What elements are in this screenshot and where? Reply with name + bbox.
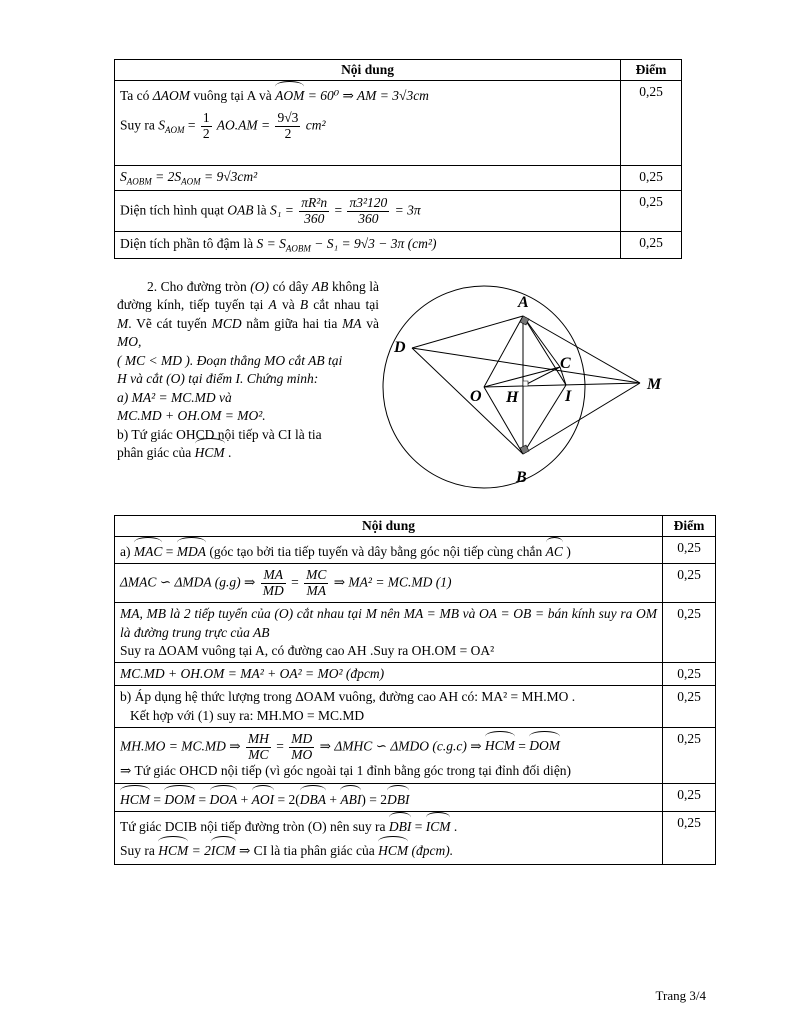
problem-intro: 2. Cho đường tròn (O) có dây AB không là đường kính, tiếp tuyến tại A và B cắt nhau tại M. Vẽ cát tuyến MCD nằm giữa hai tia MA và MO, — [117, 279, 379, 350]
segment-om — [484, 383, 640, 387]
segment-ac — [523, 316, 560, 367]
segment-ib — [523, 385, 566, 454]
segment-hc — [523, 367, 560, 386]
score-cell: 0,25 — [663, 686, 716, 727]
table-row: MC.MD + OH.OM = MA² + OA² = MO² (đpcm) 0,25 — [115, 663, 716, 686]
fraction: $\frac{9√3}{2}$ — [277, 110, 299, 142]
segment-oa — [484, 316, 523, 387]
fraction: $\frac{MH}{MC}$ — [247, 730, 269, 762]
label-m: M — [647, 376, 662, 393]
part-a-line1: a) MA² = MC.MD và — [117, 389, 232, 405]
answer-table-1 — [114, 59, 682, 259]
part-b-line2: phân giác của HCM . — [117, 444, 379, 462]
table-header — [115, 516, 716, 537]
header-score: Điểm — [663, 516, 716, 537]
fraction: $\frac{1}{2}$ — [202, 110, 210, 142]
fraction: $\frac{MC}{MA}$ — [306, 567, 327, 598]
header-score: Điểm — [621, 60, 682, 81]
fraction: $\frac{\text{πR²n}}{360}$ — [301, 194, 328, 226]
score-cell: 0,25 — [663, 537, 716, 564]
table-row: Diện tích hình quạt OAB là S₁ = $\frac{\text{πR²n}}{360}$ = $\frac{\text{π3²120}}{360}$ = 3π 0,25 — [115, 191, 682, 232]
header-content: Nội dung — [115, 60, 621, 81]
part-b-line1: b) Tứ giác OHCD nội tiếp và CI là tia — [117, 426, 322, 442]
label-c: C — [560, 355, 571, 372]
score-cell: 0,25 — [621, 166, 682, 191]
tangent-am — [523, 316, 640, 383]
table-row: HCM = DOM = DOA + AOI = 2(DBA + ABI) = 2DBI 0,25 — [115, 783, 716, 811]
answer-table-2 — [114, 515, 716, 865]
segment-da — [412, 316, 523, 348]
geometry-figure — [380, 284, 680, 489]
score-cell: 0,25 — [621, 81, 682, 166]
table-header — [115, 60, 682, 81]
score-cell: 0,25 — [663, 564, 716, 603]
row-line: Ta có ΔAOM vuông tại A và AOM = 60⁰ ⇒ AM = 3√3cm — [120, 87, 615, 105]
tangent-bm — [523, 383, 640, 454]
label-o: O — [470, 388, 482, 405]
table-row — [115, 81, 682, 166]
fraction: $\frac{MD}{MO}$ — [291, 730, 313, 762]
problem-statement — [117, 278, 379, 463]
score-cell: 0,25 — [621, 191, 682, 232]
secant-md — [412, 348, 640, 383]
problem-condition: ( MC < MD ). Đoạn thẳng MO cắt AB tại — [117, 352, 343, 368]
score-cell: 0,25 — [663, 783, 716, 811]
table-row: a) MAC = MDA (góc tạo bởi tia tiếp tuyến và dây bằng góc nội tiếp cùng chắn AC ) 0,25 — [115, 537, 716, 564]
label-i: I — [565, 388, 572, 405]
header-content: Nội dung — [115, 516, 663, 537]
label-d: D — [394, 339, 406, 356]
table-row: MH.MO = MC.MD ⇒ $\frac{MH}{MC}$ = $\frac{MD}{MO}$ ⇒ ΔMHC ∽ ΔMDO (c.g.c) ⇒ HCM = DOM ⇒ Tứ giác OHCD nội tiếp (vì góc ngoài tại 1 đỉnh bằng góc trong tại đỉnh đối diện) 0,25 — [115, 727, 716, 783]
label-b: B — [516, 469, 527, 486]
table-row: b) Áp dụng hệ thức lượng trong ΔOAM vuông, đường cao AH có: MA² = MH.MO . Kết hợp với (1) suy ra: MH.MO = MC.MD 0,25 — [115, 686, 716, 727]
score-cell: 0,25 — [663, 811, 716, 864]
row-line: Suy ra $S_{AOM}$ = $\frac{1}{2}$ AO.AM = $\frac{9√3}{2}$ cm² — [120, 110, 326, 142]
table-row: $S_{AOBM} = 2S_{AOM} = 9√3cm^2$ 0,25 — [115, 166, 682, 191]
score-cell: 0,25 — [663, 603, 716, 663]
table-row: ΔMAC ∽ ΔMDA (g.g) ⇒ $\frac{MA}{MD}$ = $\frac{MC}{MA}$ ⇒ MA² = MC.MD (1) 0,25 — [115, 564, 716, 603]
table-row: Diện tích phần tô đậm là $S = S_{AOBM} - S_1 = 9√3 - 3\pi$ (cm²) 0,25 — [115, 232, 682, 259]
label-a: A — [518, 294, 529, 311]
score-cell: 0,25 — [663, 727, 716, 783]
table-row: Tứ giác DCIB nội tiếp đường tròn (O) nên suy ra DBI = ICM . Suy ra HCM = 2ICM ⇒ CI là tia phân giác của HCM (đpcm). 0,25 — [115, 811, 716, 864]
fraction: $\frac{MA}{MD}$ — [262, 567, 284, 598]
label-h: H — [506, 389, 519, 406]
segment-oc — [484, 367, 560, 387]
problem-line: H và cắt (O) tại điểm I. Chứng minh: — [117, 371, 319, 387]
right-angle-mark — [523, 381, 528, 386]
page-number: Trang 3/4 — [655, 988, 706, 1003]
part-a-line2: MC.MD + OH.OM = MO². — [117, 408, 266, 424]
score-cell: 0,25 — [663, 663, 716, 686]
score-cell: 0,25 — [621, 232, 682, 259]
table-row: MA, MB là 2 tiếp tuyến của (O) cắt nhau tại M nên MA = MB và OA = OB = bán kính suy ra OM là đường trung trực của AB Suy ra ΔOAM vuông tại A, có đường cao AH .Suy ra OH.OM = OA² 0,25 — [115, 603, 716, 663]
fraction: $\frac{\text{π3²120}}{360}$ — [349, 194, 388, 226]
